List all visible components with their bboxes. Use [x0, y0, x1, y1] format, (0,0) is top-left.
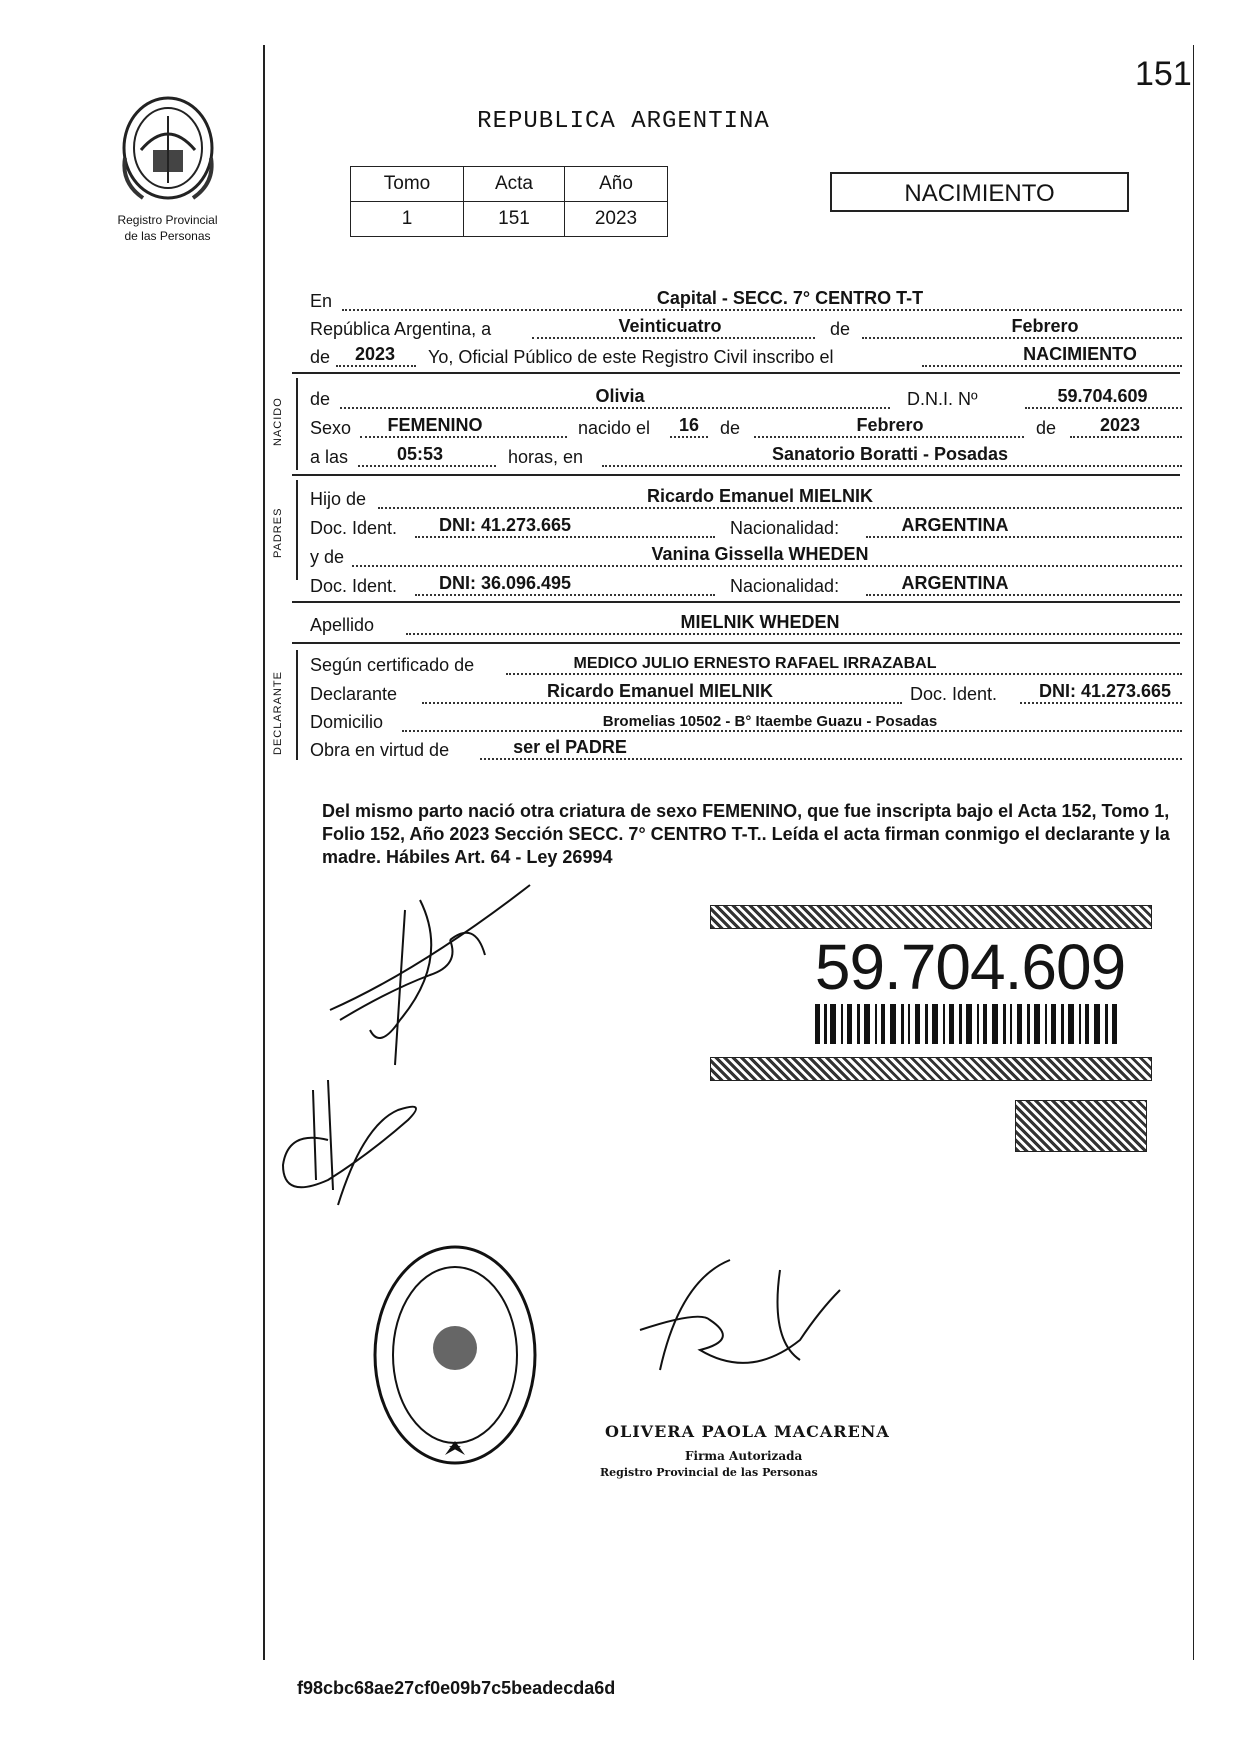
decl-label: Declarante — [310, 684, 398, 704]
security-number: 59.704.609 — [814, 931, 1126, 1003]
cert-value: MEDICO JULIO ERNESTO RAFAEL IRRAZABAL — [573, 655, 937, 672]
line-obra — [310, 733, 1182, 763]
nacido-el-label: nacido el — [578, 418, 651, 438]
security-band-top — [710, 905, 1152, 929]
father-nac-value: ARGENTINA — [901, 515, 1009, 535]
tomo-value: 1 — [351, 202, 464, 237]
hijo-label: Hijo de — [310, 489, 367, 509]
mother-doc-value: DNI: 36.096.495 — [438, 573, 572, 593]
line-hijo — [310, 482, 1182, 512]
line-domicilio — [310, 705, 1182, 735]
barcode-icon — [815, 1004, 1125, 1044]
dom-value: Bromelias 10502 - B° Itaembe Guazu - Posadas — [602, 713, 938, 730]
father-doc-value: DNI: 41.273.665 — [438, 515, 572, 535]
nacido-brace — [296, 378, 298, 470]
sexo-value: FEMENINO — [387, 415, 483, 435]
section-divider-3 — [292, 601, 1180, 603]
line-yo — [310, 340, 1182, 370]
nacido-de-label: de — [310, 389, 331, 409]
tomo-header: Tomo — [351, 167, 464, 202]
de-label: de — [830, 319, 851, 339]
republica-label: República Argentina, a — [310, 319, 492, 339]
line-mother-doc — [310, 569, 1182, 599]
alas-label: a las — [310, 447, 349, 467]
dom-label: Domicilio — [310, 712, 384, 732]
section-divider-1 — [292, 372, 1180, 374]
yo-text: Yo, Oficial Público de este Registro Civil inscribo el — [428, 347, 834, 367]
mother-signature-icon — [268, 1080, 438, 1220]
line-father-doc — [310, 511, 1182, 541]
mother-doc-label: Doc. Ident. — [310, 576, 398, 596]
registry-emblem-icon — [113, 88, 223, 206]
en-value: Capital - SECC. 7° CENTRO T-T — [656, 288, 924, 308]
child-dni-value: 59.704.609 — [1057, 386, 1148, 406]
section-divider-2 — [292, 474, 1180, 476]
de-label-2: de — [720, 418, 741, 438]
document-title: REPUBLICA ARGENTINA — [477, 108, 770, 135]
decl-doc-label: Doc. Ident. — [910, 684, 998, 704]
official-signature-icon — [600, 1250, 850, 1410]
line-en — [310, 284, 1182, 314]
padres-section-label: PADRES — [272, 507, 284, 558]
line-ydе — [310, 540, 1182, 570]
acta-header: Acta — [464, 167, 565, 202]
father-nac-label: Nacionalidad: — [730, 518, 840, 538]
en-label: En — [310, 291, 333, 311]
section-divider-4 — [292, 642, 1180, 644]
decl-doc-value: DNI: 41.273.665 — [1038, 681, 1172, 701]
registry-seal-icon — [370, 1240, 540, 1470]
line-declarante — [310, 677, 1182, 707]
birth-day-value: 16 — [678, 415, 700, 435]
mother-nac-label: Nacionalidad: — [730, 576, 840, 596]
de2-label: de — [310, 347, 331, 367]
official-name: OLIVERA PAOLA MACARENA — [605, 1422, 890, 1441]
time-value: 05:53 — [396, 444, 444, 464]
dni-label: D.N.I. Nº — [907, 389, 978, 409]
yde-label: y de — [310, 547, 345, 567]
horas-label: horas, en — [508, 447, 584, 467]
birth-year-value: 2023 — [1099, 415, 1141, 435]
declarant-signature-icon — [300, 880, 540, 1070]
year-value: 2023 — [354, 344, 396, 364]
line-apellido — [310, 608, 1182, 638]
apellido-value: MIELNIK WHEDEN — [680, 612, 840, 632]
security-band-bottom — [710, 1057, 1152, 1081]
decl-value: Ricardo Emanuel MIELNIK — [546, 681, 774, 701]
sexo-label: Sexo — [310, 418, 352, 438]
month-value: Febrero — [1011, 316, 1079, 336]
cert-label: Según certificado de — [310, 655, 475, 675]
annotation-note: Del mismo parto nació otra criatura de sexo FEMENINO, que fue inscripta bajo el Acta 152, Tomo 1, Folio 152, Año 2023 Sección SECC. 7° CENTRO T-T.. Leída el acta firman conmigo el declarante y la madre. Hábiles Art. 64 - Ley 26994 — [322, 801, 1170, 867]
logo-caption-line2: de las Personas — [124, 229, 211, 243]
line-certificado — [310, 648, 1182, 678]
right-margin-line — [1193, 45, 1194, 1660]
left-margin-line — [263, 45, 265, 1660]
line-hora — [310, 440, 1182, 470]
father-doc-label: Doc. Ident. — [310, 518, 398, 538]
obra-value: ser el PADRE — [513, 737, 627, 757]
declarante-section-label: DECLARANTE — [272, 671, 284, 755]
padres-brace — [296, 480, 298, 580]
logo-caption-line1: Registro Provincial — [117, 213, 218, 227]
child-name-value: Olivia — [595, 386, 645, 406]
declarante-brace — [296, 650, 298, 760]
page-number: 151 — [1135, 55, 1192, 93]
de-label-3: de — [1036, 418, 1057, 438]
record-type-box: NACIMIENTO — [830, 172, 1129, 212]
anio-header: Año — [565, 167, 668, 202]
document-hash: f98cbc68ae27cf0e09b7c5beadecda6d — [297, 1678, 616, 1698]
day-value: Veinticuatro — [618, 316, 722, 336]
line-sexo — [310, 411, 1182, 441]
nacido-section-label: NACIDO — [272, 397, 284, 446]
anio-value: 2023 — [565, 202, 668, 237]
act-value: NACIMIENTO — [1023, 344, 1137, 364]
security-hologram — [1015, 1100, 1147, 1152]
official-line2: Registro Provincial de las Personas — [600, 1466, 818, 1479]
official-line1: Firma Autorizada — [685, 1449, 803, 1463]
line-republica — [310, 312, 1182, 342]
birth-month-value: Febrero — [856, 415, 924, 435]
father-name-value: Ricardo Emanuel MIELNIK — [646, 486, 874, 506]
mother-name-value: Vanina Gissella WHEDEN — [651, 544, 869, 564]
acta-value: 151 — [464, 202, 565, 237]
apellido-label: Apellido — [310, 615, 375, 635]
line-nombre — [310, 382, 1182, 412]
birth-place-value: Sanatorio Boratti - Posadas — [771, 444, 1009, 464]
mother-nac-value: ARGENTINA — [901, 573, 1009, 593]
register-table — [350, 166, 668, 237]
obra-label: Obra en virtud de — [310, 740, 450, 760]
